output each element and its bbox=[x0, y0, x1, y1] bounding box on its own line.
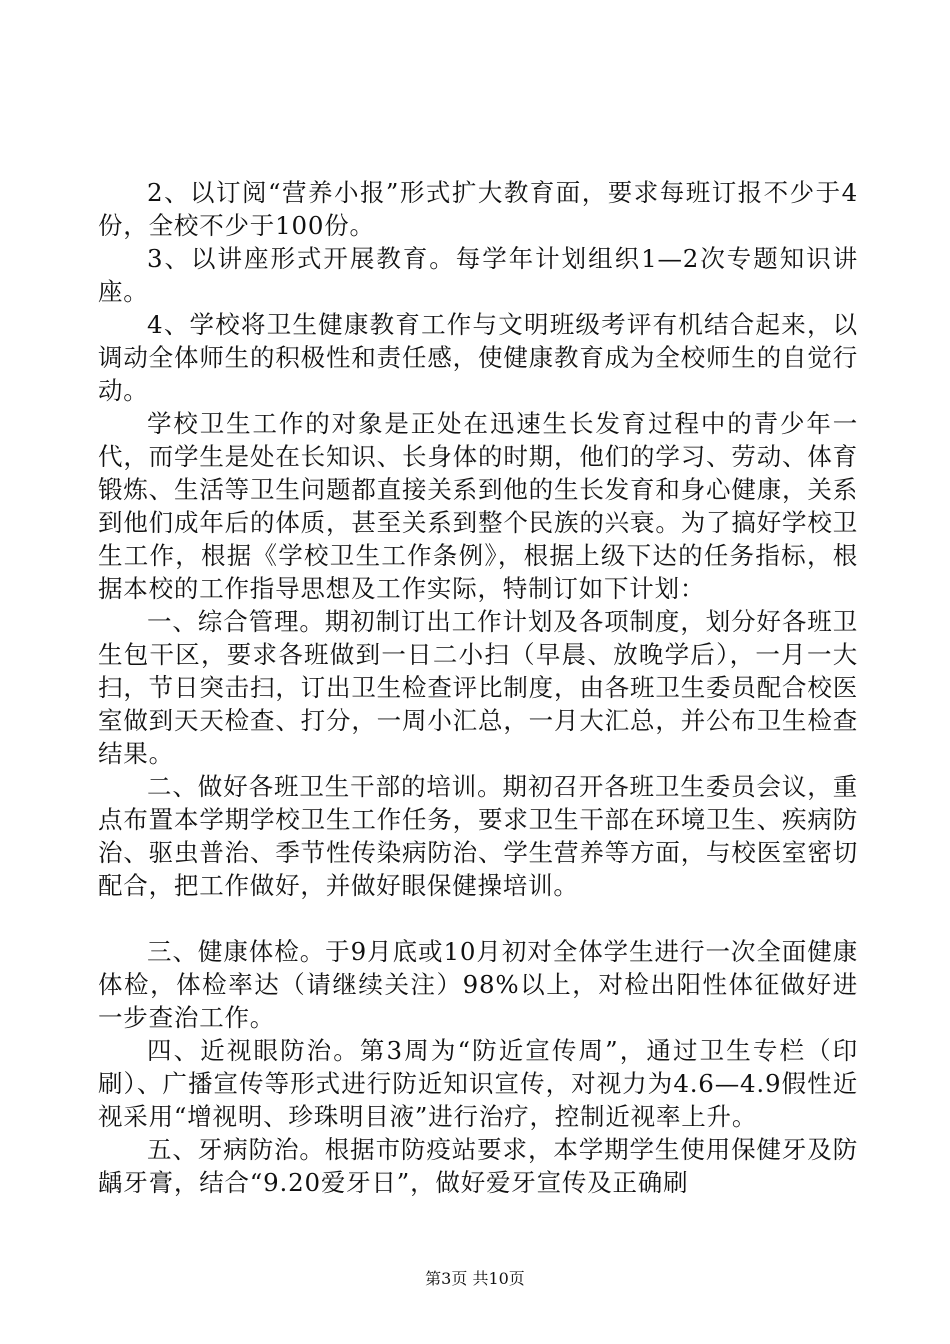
paragraph-dental-prevention: 五、牙病防治。根据市防疫站要求，本学期学生使用保健牙及防龋牙膏，结合“9.20爱牙日”，做好爱牙宣传及正确刷 bbox=[98, 1135, 858, 1197]
paragraph-item-2: 2、以订阅“营养小报”形式扩大教育面，要求每班订报不少于4份，全校不少于100份。 bbox=[98, 178, 858, 240]
paragraph-comprehensive-management: 一、综合管理。期初制订出工作计划及各项制度，划分好各班卫生包干区，要求各班做到一日二小扫（早晨、放晚学后），一月一大扫，节日突击扫，订出卫生检查评比制度，由各班卫生委员配合校医室做到天天检查、打分，一周小汇总，一月大汇总，并公布卫生检查结果。 bbox=[98, 607, 858, 768]
paragraph-school-hygiene-intro: 学校卫生工作的对象是正处在迅速生长发育过程中的青少年一代，而学生是处在长知识、长身体的时期，他们的学习、劳动、体育锻炼、生活等卫生问题都直接关系到他的生长发育和身心健康，关系到他们成年后的体质，甚至关系到整个民族的兴衰。为了搞好学校卫生工作，根据《学校卫生工作条例》，根据上级下达的任务指标，根据本校的工作指导思想及工作实际，特制订如下计划： bbox=[98, 409, 858, 603]
page-number-footer: 第3页 共10页 bbox=[425, 1269, 525, 1288]
paragraph-item-4: 4、学校将卫生健康教育工作与文明班级考评有机结合起来，以调动全体师生的积极性和责任感，使健康教育成为全校师生的自觉行动。 bbox=[98, 310, 858, 405]
document-body bbox=[98, 176, 858, 1199]
paragraph-item-3: 3、以讲座形式开展教育。每学年计划组织1—2次专题知识讲座。 bbox=[98, 244, 858, 306]
paragraph-myopia-prevention: 四、近视眼防治。第3周为“防近宣传周”，通过卫生专栏（印刷）、广播宣传等形式进行防近知识宣传，对视力为4.6—4.9假性近视采用“增视明、珍珠明目液”进行治疗，控制近视率上升。 bbox=[98, 1036, 858, 1131]
paragraph-hygiene-cadre-training: 二、做好各班卫生干部的培训。期初召开各班卫生委员会议，重点布置本学期学校卫生工作任务，要求卫生干部在环境卫生、疾病防治、驱虫普治、季节性传染病防治、学生营养等方面，与校医室密切配合，把工作做好，并做好眼保健操培训。 bbox=[98, 772, 858, 900]
paragraph-health-checkup: 三、健康体检。于9月底或10月初对全体学生进行一次全面健康体检，体检率达（请继续关注）98%以上，对检出阳性体征做好进一步查治工作。 bbox=[98, 937, 858, 1032]
